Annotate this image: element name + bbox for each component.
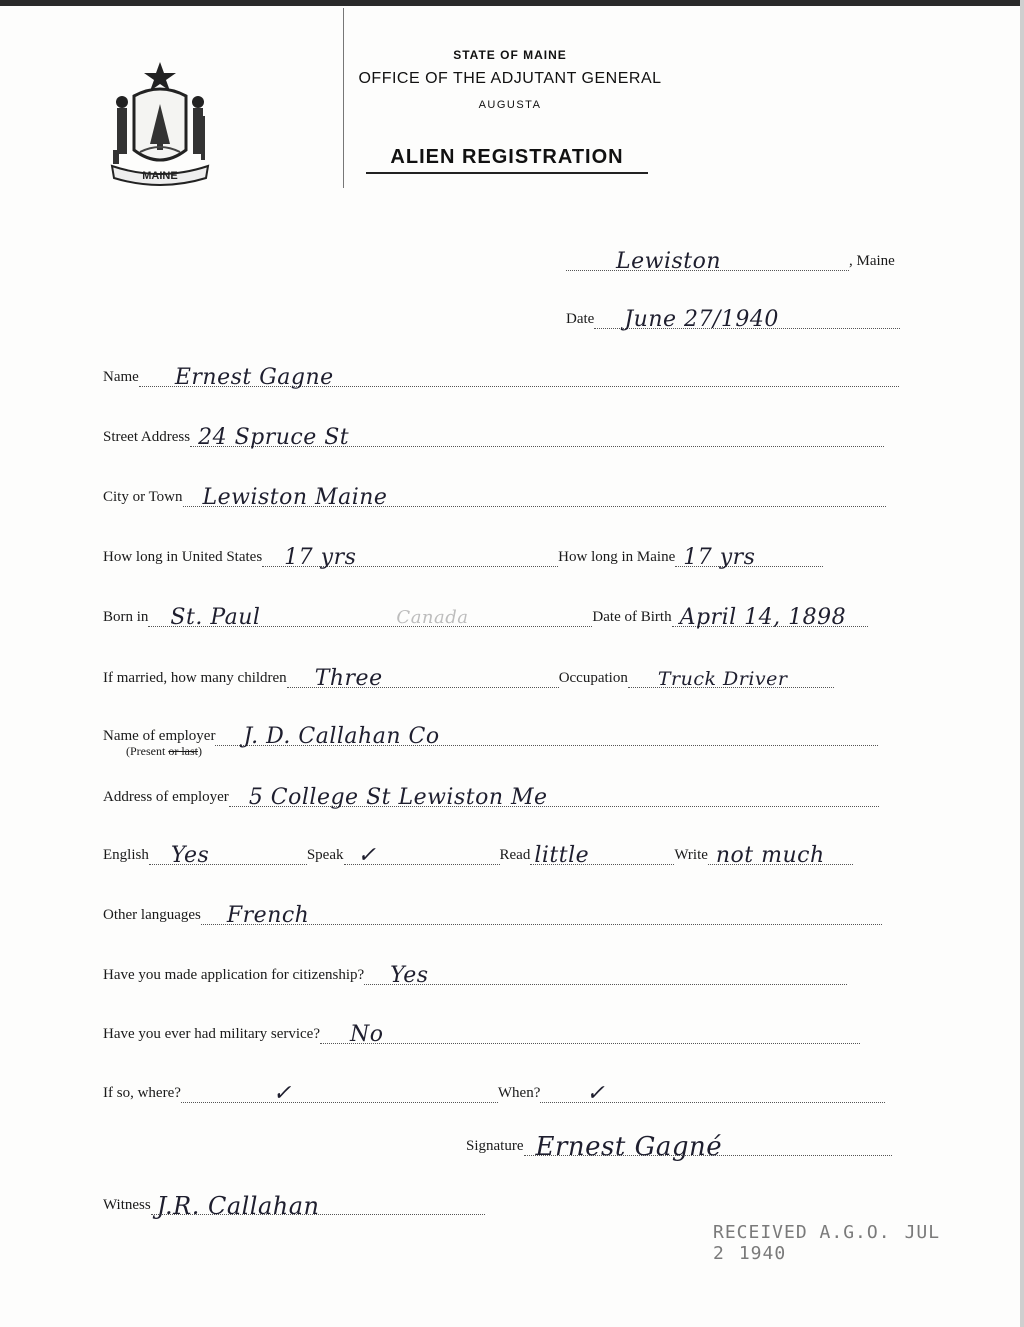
english-field <box>103 843 853 868</box>
seal-text: MAINE <box>142 170 178 182</box>
born-faint-value: Canada <box>396 607 469 628</box>
street-field <box>103 425 884 450</box>
military-value: No <box>350 1022 384 1047</box>
speak-label: Speak <box>306 847 344 863</box>
read-value: little <box>534 843 590 868</box>
street-label: Street Address <box>103 429 191 445</box>
write-value: not much <box>715 843 825 868</box>
street-value: 24 Spruce St <box>198 425 350 450</box>
when-value: ✓ <box>586 1081 606 1106</box>
date-label: Date <box>566 311 595 327</box>
place-field <box>566 249 895 274</box>
write-label: Write <box>674 847 708 863</box>
born-label: Born in <box>103 609 149 625</box>
employer-sublabel-close: ) <box>198 744 202 758</box>
scan-edge <box>0 0 1024 6</box>
children-value: Three <box>314 666 383 691</box>
born-field <box>103 605 868 630</box>
header-state: STATE OF MAINE <box>453 48 567 62</box>
header-divider <box>343 8 344 188</box>
witness-value: J.R. Callahan <box>156 1192 320 1220</box>
other-languages-field <box>103 903 882 928</box>
city-field <box>103 485 886 510</box>
employer-sublabel <box>126 744 202 759</box>
military-field <box>103 1022 860 1047</box>
maine-state-seal-icon <box>104 58 216 186</box>
employer-label: Name of employer <box>103 728 216 744</box>
stamp-month-day: JUL 2 <box>713 1222 941 1264</box>
form-title: ALIEN REGISTRATION <box>366 146 648 174</box>
other-languages-value: French <box>226 903 310 928</box>
citizenship-field <box>103 963 847 988</box>
city-value: Lewiston Maine <box>202 485 388 510</box>
date-field <box>566 307 900 332</box>
employer-field <box>103 724 878 749</box>
citizenship-value: Yes <box>390 963 429 988</box>
signature-field <box>466 1132 892 1162</box>
when-label: When? <box>497 1085 541 1101</box>
header-office: OFFICE OF THE ADJUTANT GENERAL <box>358 70 662 87</box>
speak-value: ✓ <box>357 843 377 868</box>
us-years-label: How long in United States <box>103 549 263 565</box>
read-label: Read <box>499 847 531 863</box>
employer-value: J. D. Callahan Co <box>243 724 440 749</box>
place-suffix: , Maine <box>849 253 895 269</box>
english-label: English <box>103 847 149 863</box>
occupation-value: Truck Driver <box>657 668 788 690</box>
header-city: AUGUSTA <box>478 99 542 111</box>
employer-address-label: Address of employer <box>103 789 229 805</box>
children-field <box>103 666 834 691</box>
name-field <box>103 365 899 390</box>
dob-label: Date of Birth <box>592 609 672 625</box>
where-field <box>103 1081 885 1106</box>
us-years-field <box>103 545 823 570</box>
military-label: Have you ever had military service? <box>103 1026 320 1042</box>
occupation-label: Occupation <box>558 670 628 686</box>
maine-years-label: How long in Maine <box>558 549 676 565</box>
maine-years-value: 17 yrs <box>683 545 756 570</box>
name-value: Ernest Gagne <box>174 365 334 390</box>
signature-value: Ernest Gagné <box>535 1132 723 1162</box>
us-years-value: 17 yrs <box>284 545 357 570</box>
employer-sublabel-struck: or last <box>168 744 198 758</box>
where-value: ✓ <box>272 1081 292 1106</box>
employer-address-field <box>103 785 879 810</box>
scan-edge-right <box>1020 0 1024 1327</box>
name-label: Name <box>103 369 139 385</box>
dob-value: April 14, 1898 <box>679 605 847 630</box>
employer-sublabel-present: (Present <box>126 744 166 758</box>
city-label: City or Town <box>103 489 183 505</box>
stamp-year: 1940 <box>738 1243 787 1264</box>
born-value: St. Paul <box>170 605 261 630</box>
other-languages-label: Other languages <box>103 907 201 923</box>
date-value: June 27/1940 <box>624 307 779 332</box>
signature-label: Signature <box>466 1138 524 1154</box>
witness-field <box>103 1192 485 1220</box>
citizenship-label: Have you made application for citizenship? <box>103 967 365 983</box>
witness-label: Witness <box>103 1197 151 1213</box>
place-value: Lewiston <box>616 249 722 274</box>
where-label: If so, where? <box>103 1085 181 1101</box>
received-stamp <box>713 1222 1024 1264</box>
children-label: If married, how many children <box>103 670 287 686</box>
stamp-text: RECEIVED A.G.O. <box>713 1222 891 1243</box>
english-value: Yes <box>170 843 210 868</box>
employer-address-value: 5 College St Lewiston Me <box>248 785 548 810</box>
